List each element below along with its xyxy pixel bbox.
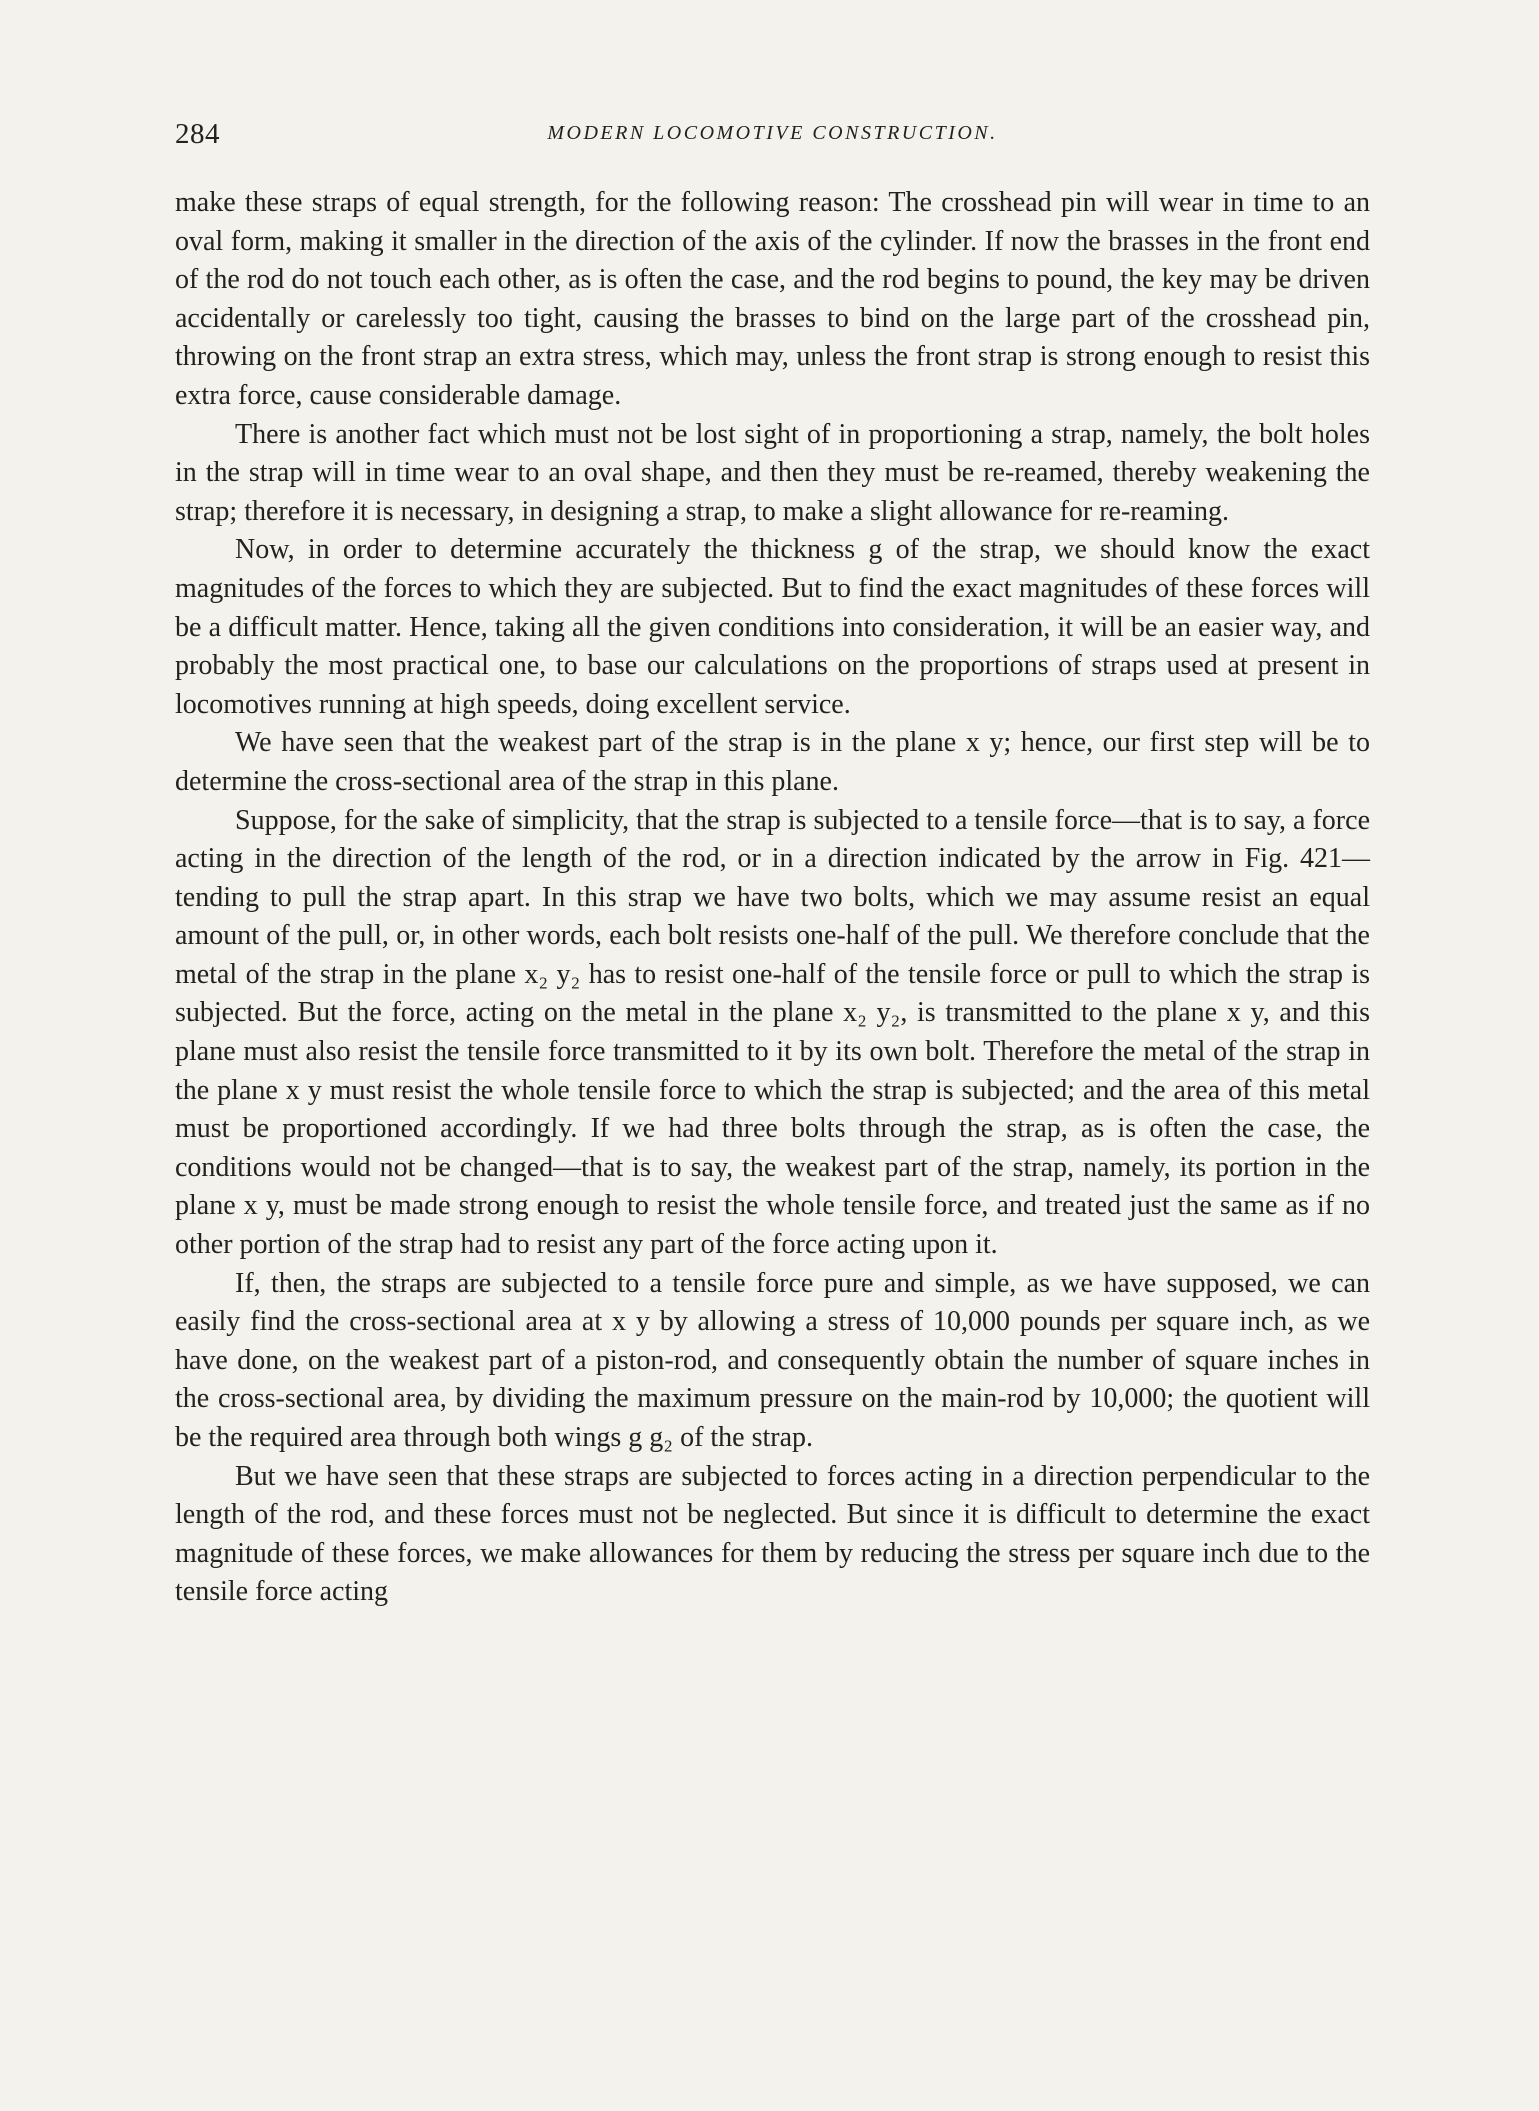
paragraph: There is another fact which must not be lost sight of in proportioning a strap, namely, the bolt holes in the strap will in time wear to an oval shape, and then they must be re-reamed, thereby weakening the strap; therefore it is necessary, in designing a strap, to make a slight allowance for re-reaming.	[175, 418, 1370, 527]
page-number: 284	[175, 118, 220, 150]
paragraph: We have seen that the weakest part of the strap is in the plane x y; hence, our first step will be to determine the cross-sectional area of the strap in this plane.	[175, 727, 1370, 797]
paragraph: Now, in order to determine accurately the thickness g of the strap, we should know the exact magnitudes of the forces to which they are subjected. But to find the exact magnitudes of these forces will be a difficult matter. Hence, taking all the given conditions into consideration, it will be an easier way, and probably the most practical one, to base our calculations on the proportions of straps used at present in locomotives running at high speeds, doing excellent service.	[175, 534, 1370, 720]
paragraph: But we have seen that these straps are subjected to forces acting in a direction perpendicular to the length of the rod, and these forces must not be neglected. But since it is difficult to determine the exact magnitude of these forces, we make allowances for them by reducing the stress per square inch due to the tensile force acting	[175, 1460, 1370, 1608]
running-head	[175, 118, 1370, 158]
paragraph: Suppose, for the sake of simplicity, that the strap is subjected to a tensile force—that is to say, a force acting in the direction of the length of the rod, or in a direction indicated by the arrow in Fig. 421—tending to pull the strap apart. In this strap we have two bolts, which we may assume resist an equal amount of the pull, or, in other words, each bolt resists one-half of the pull. We therefore conclude that the metal of the strap in the plane x₂ y₂ has to resist one-half of the tensile force or pull to which the strap is subjected. But the force, acting on the metal in the plane x₂ y₂, is transmitted to the plane x y, and this plane must also resist the tensile force transmitted to it by its own bolt. Therefore the metal of the strap in the plane x y must resist the whole tensile force to which the strap is subjected; and the area of this metal must be proportioned accordingly. If we had three bolts through the strap, as is often the case, the conditions would not be changed—that is to say, the weakest part of the strap, namely, its portion in the plane x y, must be made strong enough to resist the whole tensile force, and treated just the same as if no other portion of the strap had to resist any part of the force acting upon it.	[175, 804, 1370, 1261]
paragraph-continued: make these straps of equal strength, for the following reason: The crosshead pin will wear in time to an oval form, making it smaller in the direction of the axis of the cylinder. If now the brasses in the front end of the rod do not touch each other, as is often the case, and the rod begins to pound, the key may be driven accidentally or carelessly too tight, causing the brasses to bind on the large part of the crosshead pin, throwing on the front strap an extra stress, which may, unless the front strap is strong enough to resist this extra force, cause considerable damage.	[175, 187, 1370, 411]
running-title: MODERN LOCOMOTIVE CONSTRUCTION.	[547, 122, 998, 144]
body-text	[175, 184, 1370, 1612]
paragraph: If, then, the straps are subjected to a tensile force pure and simple, as we have supposed, we can easily find the cross-sectional area at x y by allowing a stress of 10,000 pounds per square inch, as we have done, on the weakest part of a piston-rod, and consequently obtain the number of square inches in the cross-sectional area, by dividing the maximum pressure on the main-rod by 10,000; the quotient will be the required area through both wings g g₂ of the strap.	[175, 1267, 1370, 1453]
